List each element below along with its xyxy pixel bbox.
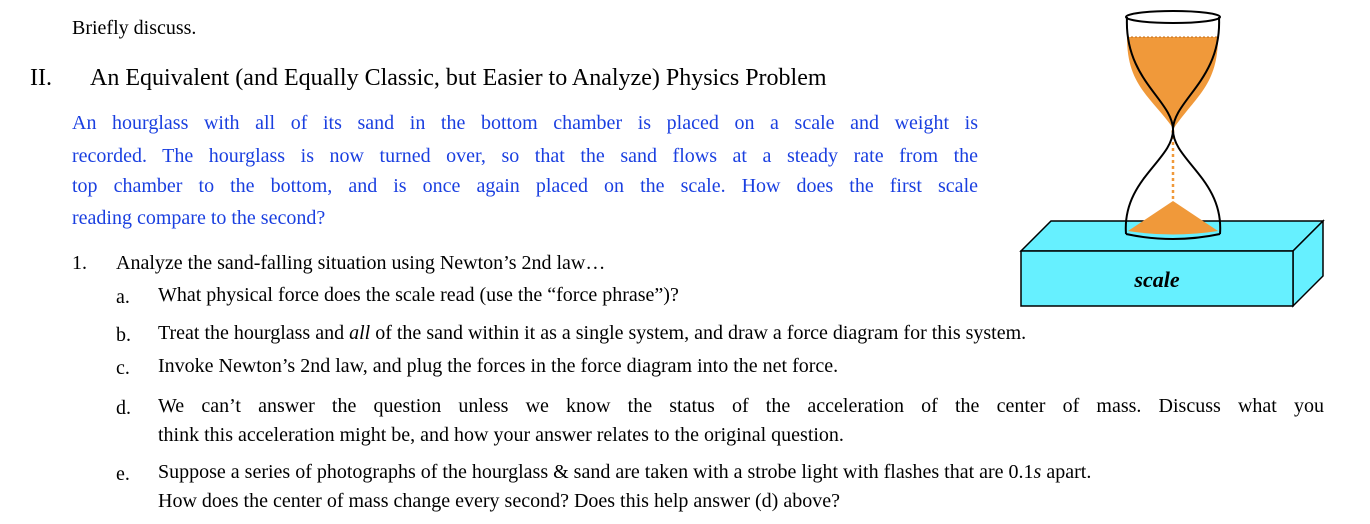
section-title: An Equivalent (and Equally Classic, but Easier to Analyze) Physics Problem	[90, 65, 827, 91]
part-d-letter: d.	[116, 397, 131, 419]
part-d-line-1: We can’t answer the question unless we know the status of the acceleration of the center of mass. Discuss what you	[158, 395, 1324, 417]
part-e-line-2: How does the center of mass change every second? Does this help answer (d) above?	[158, 490, 840, 512]
problem-line-2: recorded. The hourglass is now turned over, so that the sand flows at a steady rate from the	[72, 145, 978, 167]
problem-line-4: reading compare to the second?	[72, 207, 326, 229]
part-a-letter: a.	[116, 286, 130, 308]
part-e-letter: e.	[116, 463, 130, 485]
part-a-text: What physical force does the scale read (use the “force phrase”)?	[158, 284, 679, 306]
part-b-post: of the sand within it as a single system, and draw a force diagram for this system.	[370, 322, 1027, 344]
part-b-pre: Treat the hourglass and	[158, 322, 350, 344]
question-number: 1.	[72, 252, 87, 274]
part-e-post: apart.	[1041, 461, 1092, 483]
part-b-letter: b.	[116, 324, 131, 346]
section-numeral: II.	[30, 65, 52, 91]
part-b-emphasis: all	[349, 322, 371, 344]
question-text: Analyze the sand-falling situation using Newton’s 2nd law…	[116, 252, 606, 274]
upper-sand	[1127, 37, 1218, 133]
hourglass-top-rim	[1126, 11, 1220, 23]
part-e-pre: Suppose a series of photographs of the hourglass & sand are taken with a strobe light with flashes that are 0.1	[158, 461, 1034, 483]
problem-line-1: An hourglass with all of its sand in the bottom chamber is placed on a scale and weight is	[72, 112, 978, 134]
intro-text: Briefly discuss.	[72, 17, 197, 39]
part-e-unit: s	[1033, 461, 1042, 483]
problem-line-3: top chamber to the bottom, and is once again placed on the scale. How does the first scale	[72, 175, 978, 197]
part-c-letter: c.	[116, 357, 130, 379]
scale-label: scale	[1134, 267, 1180, 292]
lower-sand-pile	[1128, 201, 1218, 235]
part-c-text: Invoke Newton’s 2nd law, and plug the forces in the force diagram into the net force.	[158, 355, 839, 377]
part-d-line-2: think this acceleration might be, and how your answer relates to the original question.	[158, 424, 844, 446]
